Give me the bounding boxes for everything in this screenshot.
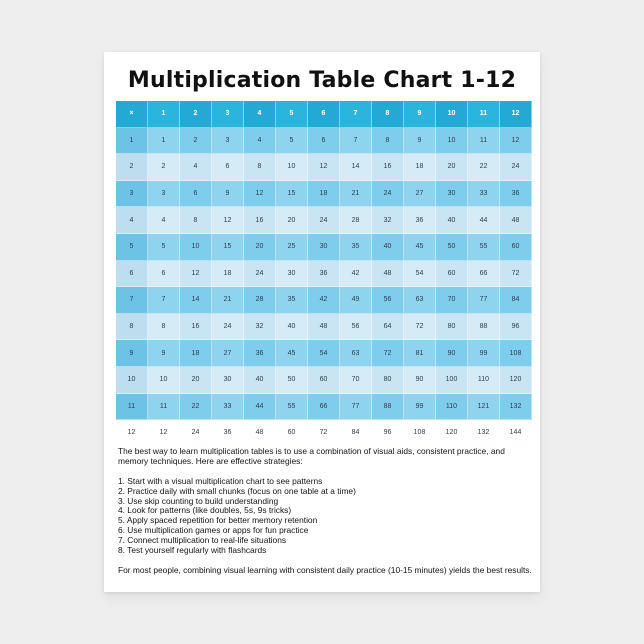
table-cell: 81 [404,340,436,367]
table-cell: 18 [180,340,212,367]
table-cell: 28 [340,207,372,234]
table-header-cell: 10 [436,101,468,128]
table-row-label: 10 [116,367,148,394]
table-cell: 48 [244,420,276,447]
table-cell: 22 [468,154,500,181]
table-cell: 27 [212,340,244,367]
table-cell: 40 [276,314,308,341]
table-cell: 36 [500,181,532,208]
table-cell: 18 [308,181,340,208]
table-cell: 48 [308,314,340,341]
strategy-item: 2. Practice daily with small chunks (focus on one table at a time) [118,485,356,496]
table-cell: 40 [244,367,276,394]
table-cell: 96 [372,420,404,447]
table-row-label: 1 [116,128,148,155]
table-cell: 9 [404,128,436,155]
table-cell: 15 [212,234,244,261]
table-cell: 10 [276,154,308,181]
table-cell: 14 [180,287,212,314]
table-cell: 27 [404,181,436,208]
table-cell: 1 [148,128,180,155]
table-cell: 8 [180,207,212,234]
table-cell: 110 [468,367,500,394]
table-cell: 144 [500,420,532,447]
table-cell: 72 [500,261,532,288]
table-cell: 30 [276,261,308,288]
table-cell: 12 [500,128,532,155]
table-row-label: 12 [116,420,148,447]
strategy-item: 8. Test yourself regularly with flashcards [118,545,267,556]
table-cell: 60 [500,234,532,261]
table-cell: 20 [436,154,468,181]
strategy-item: 5. Apply spaced repetition for better memory retention [118,515,318,526]
table-cell: 66 [308,394,340,421]
table-cell: 16 [244,207,276,234]
table-cell: 24 [212,314,244,341]
table-cell: 121 [468,394,500,421]
table-cell: 8 [244,154,276,181]
table-cell: 80 [372,367,404,394]
table-cell: 50 [436,234,468,261]
table-header-cell: 8 [372,101,404,128]
table-cell: 48 [372,261,404,288]
table-cell: 32 [244,314,276,341]
page-title: Multiplication Table Chart 1-12 [127,68,517,93]
table-cell: 18 [404,154,436,181]
table-cell: 12 [212,207,244,234]
table-cell: 5 [276,128,308,155]
flyer-card [104,52,540,592]
table-cell: 12 [308,154,340,181]
table-cell: 56 [340,314,372,341]
table-cell: 99 [404,394,436,421]
table-cell: 25 [276,234,308,261]
table-header-cell: 12 [500,101,532,128]
table-cell: 9 [212,181,244,208]
table-header-cell: 1 [148,101,180,128]
table-cell: 11 [468,128,500,155]
table-cell: 60 [436,261,468,288]
table-cell: 132 [468,420,500,447]
table-cell: 33 [212,394,244,421]
table-cell: 32 [372,207,404,234]
table-cell: 21 [340,181,372,208]
table-cell: 72 [404,314,436,341]
strategy-item: 1. Start with a visual multiplication chart to see patterns [118,475,323,486]
strategy-list [118,477,532,556]
table-cell: 90 [436,340,468,367]
table-cell: 90 [404,367,436,394]
table-cell: 12 [180,261,212,288]
table-header-cell: 6 [308,101,340,128]
table-cell: 60 [276,420,308,447]
table-cell: 30 [212,367,244,394]
table-cell: 12 [244,181,276,208]
table-cell: 96 [500,314,532,341]
table-row-label: 5 [116,234,148,261]
strategy-item: 7. Connect multiplication to real-life situations [118,535,287,546]
table-cell: 21 [212,287,244,314]
table-row-label: 7 [116,287,148,314]
strategies-text [118,447,532,576]
table-cell: 24 [244,261,276,288]
table-cell: 6 [148,261,180,288]
table-row-label: 6 [116,261,148,288]
table-cell: 63 [340,340,372,367]
table-cell: 55 [276,394,308,421]
table-header-cell: 2 [180,101,212,128]
table-cell: 88 [372,394,404,421]
strategy-item: 6. Use multiplication games or apps for fun practice [118,525,309,536]
table-cell: 36 [244,340,276,367]
table-cell: 7 [340,128,372,155]
table-cell: 35 [276,287,308,314]
table-cell: 54 [308,340,340,367]
table-cell: 3 [148,181,180,208]
table-header-cell: 5 [276,101,308,128]
multiplication-table [116,101,532,447]
table-cell: 15 [276,181,308,208]
table-cell: 10 [180,234,212,261]
strategy-item: 3. Use skip counting to build understanding [118,495,279,506]
table-cell: 60 [308,367,340,394]
table-cell: 10 [148,367,180,394]
table-row-label: 9 [116,340,148,367]
table-cell: 6 [212,154,244,181]
table-cell: 88 [468,314,500,341]
table-cell: 20 [180,367,212,394]
table-cell: 30 [308,234,340,261]
table-cell: 6 [308,128,340,155]
table-cell: 3 [212,128,244,155]
table-header-cell: 11 [468,101,500,128]
table-cell: 2 [148,154,180,181]
table-cell: 84 [340,420,372,447]
table-cell: 84 [500,287,532,314]
table-cell: 120 [500,367,532,394]
table-cell: 70 [436,287,468,314]
table-cell: 20 [244,234,276,261]
table-header-cell: 7 [340,101,372,128]
table-cell: 42 [308,287,340,314]
table-cell: 24 [180,420,212,447]
table-row-label: 11 [116,394,148,421]
table-cell: 132 [500,394,532,421]
table-cell: 77 [340,394,372,421]
table-cell: 16 [372,154,404,181]
table-cell: 33 [468,181,500,208]
table-cell: 44 [244,394,276,421]
table-cell: 14 [340,154,372,181]
table-cell: 7 [148,287,180,314]
table-cell: 35 [340,234,372,261]
table-cell: 110 [436,394,468,421]
table-cell: 28 [244,287,276,314]
table-cell: 108 [500,340,532,367]
table-header-cell: 4 [244,101,276,128]
table-cell: 40 [372,234,404,261]
table-cell: 24 [308,207,340,234]
table-cell: 70 [340,367,372,394]
table-header-cell: 9 [404,101,436,128]
table-cell: 72 [372,340,404,367]
table-cell: 8 [148,314,180,341]
table-cell: 36 [212,420,244,447]
table-row-label: 4 [116,207,148,234]
table-cell: 63 [404,287,436,314]
table-cell: 30 [436,181,468,208]
table-cell: 66 [468,261,500,288]
table-cell: 22 [180,394,212,421]
table-cell: 77 [468,287,500,314]
table-cell: 48 [500,207,532,234]
table-cell: 18 [212,261,244,288]
table-cell: 56 [372,287,404,314]
table-cell: 55 [468,234,500,261]
table-cell: 5 [148,234,180,261]
table-cell: 11 [148,394,180,421]
table-cell: 54 [404,261,436,288]
table-cell: 2 [180,128,212,155]
conclusion-paragraph: For most people, combining visual learning with consistent daily practice (10-15 minutes) yields the best results. [118,564,532,575]
table-corner-cell: × [116,101,148,128]
table-cell: 9 [148,340,180,367]
table-cell: 4 [244,128,276,155]
strategy-item: 4. Look for patterns (like doubles, 5s, 9s tricks) [118,505,292,516]
intro-paragraph: The best way to learn multiplication tables is to use a combination of visual aids, consistent practice, and memory techniques. Here are effective strategies: [118,446,505,466]
table-cell: 16 [180,314,212,341]
table-cell: 12 [148,420,180,447]
table-cell: 6 [180,181,212,208]
table-cell: 64 [372,314,404,341]
table-cell: 108 [404,420,436,447]
table-cell: 45 [276,340,308,367]
table-cell: 36 [308,261,340,288]
table-cell: 24 [500,154,532,181]
table-cell: 40 [436,207,468,234]
table-cell: 99 [468,340,500,367]
table-cell: 50 [276,367,308,394]
table-cell: 4 [148,207,180,234]
table-cell: 100 [436,367,468,394]
table-cell: 120 [436,420,468,447]
table-cell: 36 [404,207,436,234]
table-row-label: 8 [116,314,148,341]
table-cell: 42 [340,261,372,288]
table-cell: 20 [276,207,308,234]
table-cell: 4 [180,154,212,181]
table-header-cell: 3 [212,101,244,128]
table-cell: 49 [340,287,372,314]
table-cell: 10 [436,128,468,155]
table-cell: 44 [468,207,500,234]
table-row-label: 2 [116,154,148,181]
table-cell: 80 [436,314,468,341]
table-cell: 24 [372,181,404,208]
table-cell: 72 [308,420,340,447]
table-cell: 8 [372,128,404,155]
table-cell: 45 [404,234,436,261]
table-row-label: 3 [116,181,148,208]
